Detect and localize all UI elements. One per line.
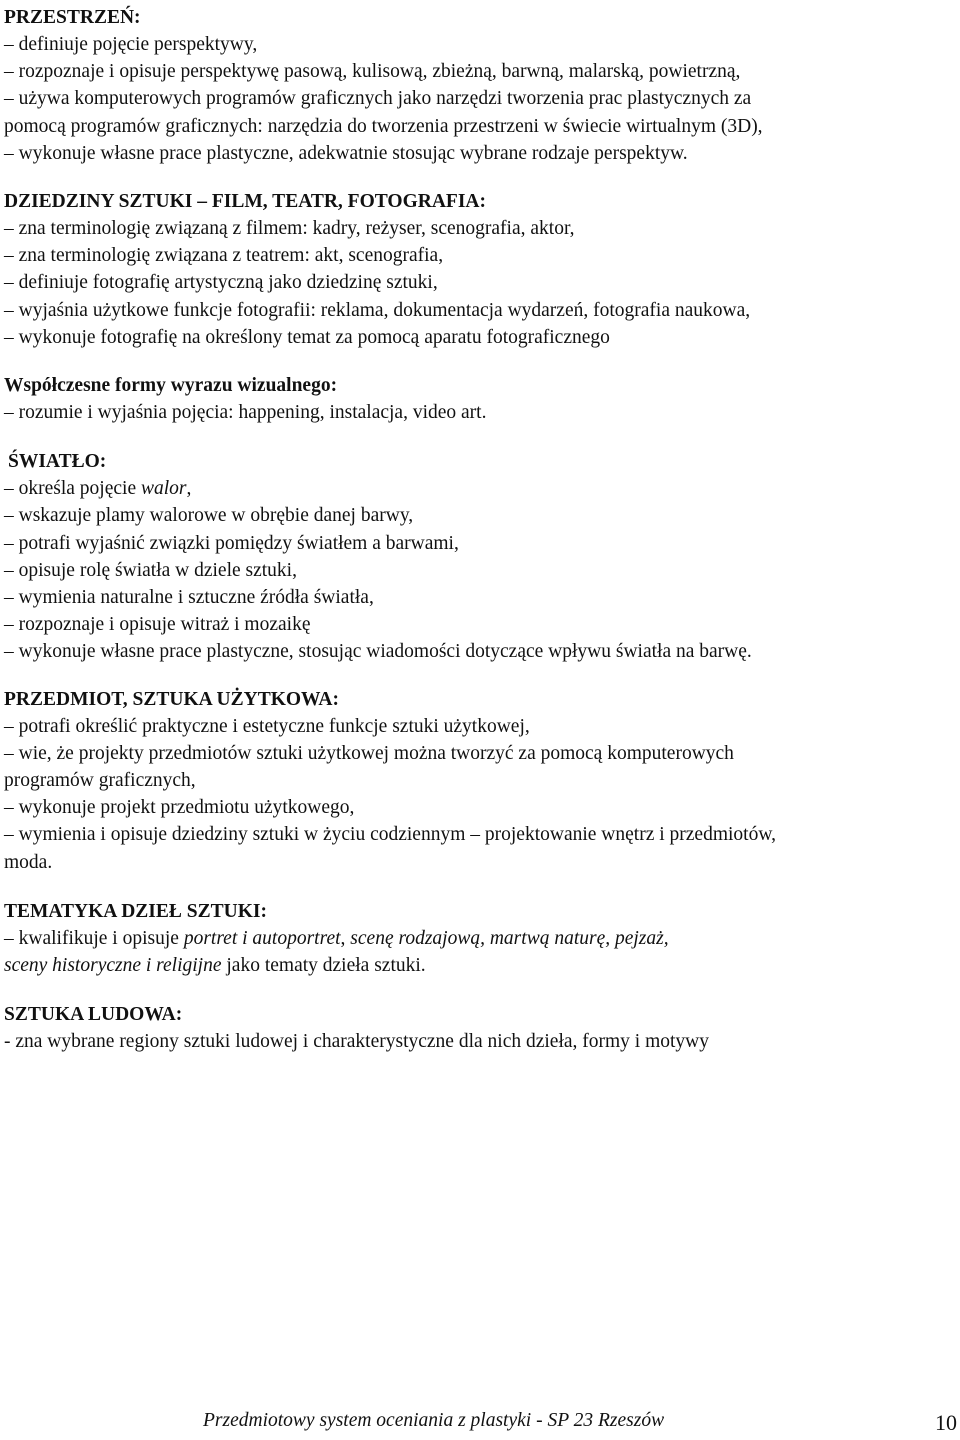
list-item: – potrafi wyjaśnić związki pomiędzy światłem a barwami, [4, 532, 459, 554]
list-item: – wyjaśnia użytkowe funkcje fotografii: reklama, dokumentacja wydarzeń, fotografia naukowa, [4, 299, 751, 321]
text-run: jako tematy dzieła sztuki. [221, 955, 426, 977]
list-item: – wykonuje własne prace plastyczne, adekwatnie stosując wybrane rodzaje perspektyw. [4, 142, 688, 164]
italic-term: scenę rodzajową, martwą naturę, pejzaż, [350, 927, 669, 949]
list-item: – wskazuje plamy walorowe w obrębie danej barwy, [4, 505, 414, 527]
list-item: – rozpoznaje i opisuje witraż i mozaikę [4, 614, 311, 636]
italic-term: walor [141, 478, 187, 500]
section-sztuka-ludowa [4, 1001, 954, 1055]
list-item: – wymienia i opisuje dziedziny sztuki w życiu codziennym – projektowanie wnętrz i przedmiotów, [4, 824, 777, 846]
section-heading: ŚWIATŁO: [8, 451, 107, 473]
list-item: – wykonuje fotografię na określony temat za pomocą aparatu fotograficznego [4, 326, 610, 348]
list-item: – zna terminologię związana z teatrem: akt, scenografia, [4, 245, 444, 267]
section-dziedziny-sztuki [4, 188, 954, 351]
section-swiatlo [4, 448, 954, 665]
list-item: – wykonuje własne prace plastyczne, stosując wiadomości dotyczące wpływu światła na barwę. [4, 641, 752, 663]
list-item [4, 475, 954, 502]
list-item: – wie, że projekty przedmiotów sztuki użytkowej można tworzyć za pomocą komputerowych [4, 742, 734, 764]
list-item: - zna wybrane regiony sztuki ludowej i charakterystyczne dla nich dzieła, formy i motywy [4, 1031, 710, 1053]
section-heading: SZTUKA LUDOWA: [4, 1004, 183, 1026]
list-item: – potrafi określić praktyczne i estetyczne funkcje sztuki użytkowej, [4, 715, 530, 737]
text-run: , [186, 478, 192, 500]
italic-term: sceny historyczne i religijne [4, 955, 222, 977]
section-heading: Współczesne formy wyrazu wizualnego: [4, 375, 338, 397]
document-body [4, 0, 954, 1055]
italic-term: portret i autoportret [183, 927, 341, 949]
list-item: pomocą programów graficznych: narzędzia do tworzenia przestrzeni w świecie wirtualnym (3D), [4, 115, 763, 137]
section-heading: TEMATYKA DZIEŁ SZTUKI: [4, 900, 267, 922]
section-heading: DZIEDZINY SZTUKI – FILM, TEATR, FOTOGRAFIA: [4, 191, 486, 213]
list-item: – rozumie i wyjaśnia pojęcia: happening, instalacja, video art. [4, 402, 487, 424]
page-number: 10 [935, 1410, 957, 1435]
list-item: – opisuje rolę światła w dziele sztuki, [4, 559, 297, 581]
list-item: – definiuje pojęcie perspektywy, [4, 34, 258, 55]
list-item: – definiuje fotografię artystyczną jako dziedzinę sztuki, [4, 272, 438, 294]
section-wspolczesne-formy [4, 372, 954, 426]
text-run: , [340, 927, 351, 949]
section-heading: PRZEDMIOT, SZTUKA UŻYTKOWA: [4, 688, 339, 710]
section-heading: PRZESTRZEŃ: [4, 7, 141, 28]
text-run: – określa pojęcie [4, 478, 141, 500]
list-item: – używa komputerowych programów graficznych jako narzędzi tworzenia prac plastycznych za [4, 88, 752, 110]
section-przedmiot-sztuka-uzytkowa [4, 686, 954, 876]
list-item-continuation [4, 952, 954, 979]
list-item: – rozpoznaje i opisuje perspektywę pasową, kulisową, zbieżną, barwną, malarską, powietrzną, [4, 61, 741, 83]
footer-text: Przedmiotowy system oceniania z plastyki - SP 23 Rzeszów [203, 1410, 665, 1431]
list-item: programów graficznych, [4, 770, 196, 792]
list-item: – zna terminologię związaną z filmem: kadry, reżyser, scenografia, aktor, [4, 218, 575, 240]
section-tematyka-dziel-sztuki [4, 898, 954, 979]
list-item [4, 925, 954, 952]
list-item: – wymienia naturalne i sztuczne źródła światła, [4, 587, 374, 609]
section-przestrzen [4, 0, 954, 167]
text-run: – kwalifikuje i opisuje [4, 927, 184, 949]
list-item: – wykonuje projekt przedmiotu użytkowego, [4, 797, 355, 819]
list-item: moda. [4, 851, 53, 873]
